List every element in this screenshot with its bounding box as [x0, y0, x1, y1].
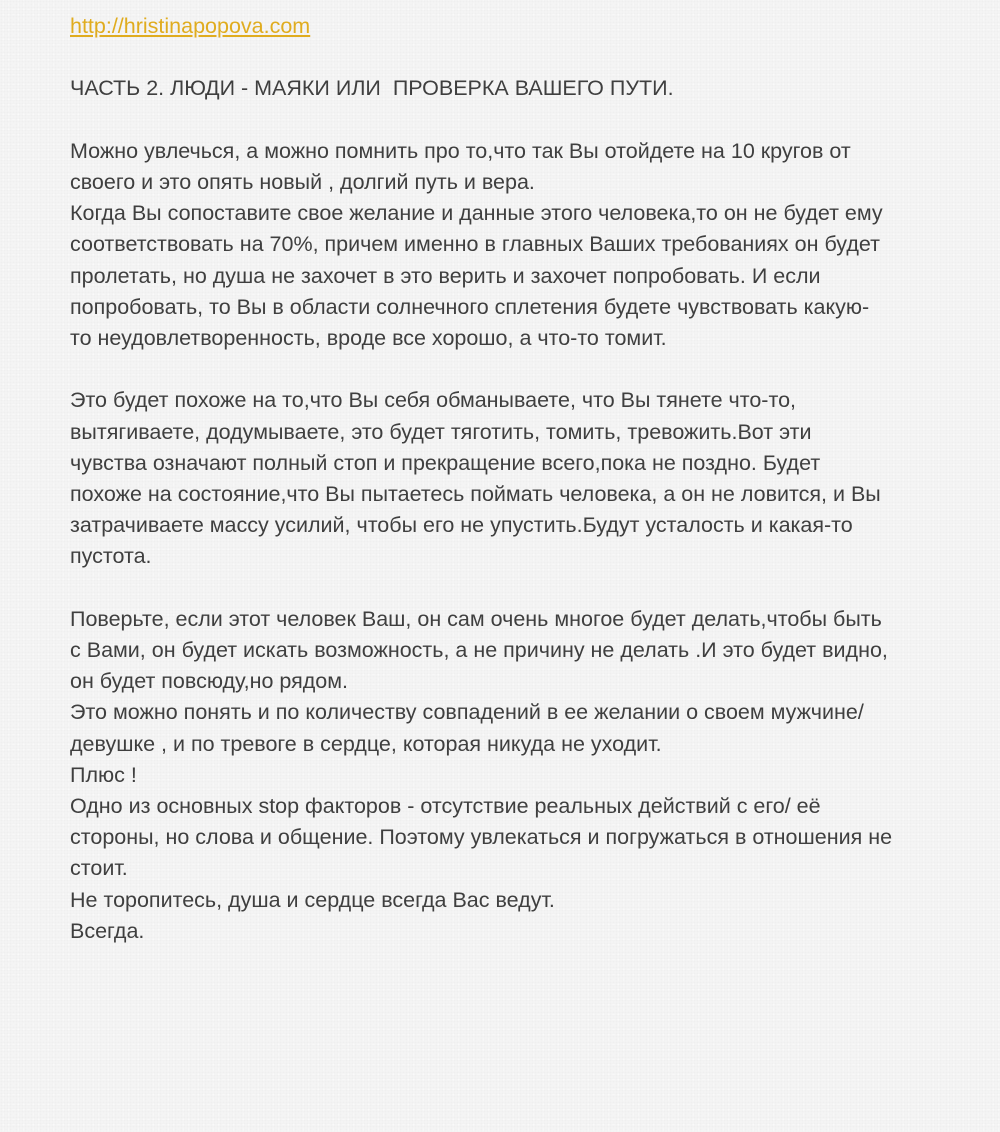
text-line: Плюс !: [70, 762, 137, 787]
text-line: Можно увлечься, а можно помнить про то,что так Вы отойдете на 10 кругов от: [70, 138, 851, 163]
text-line: с Вами, он будет искать возможность, а не причину не делать .И это будет видно,: [70, 638, 888, 662]
blank-line: [70, 105, 950, 136]
text-line: Когда Вы сопоставите свое желание и данные этого человека,то он не будет ему: [70, 201, 883, 226]
note-heading: ЧАСТЬ 2. ЛЮДИ - МАЯКИ ИЛИ ПРОВЕРКА ВАШЕГО ПУТИ.: [70, 76, 674, 101]
blank-line: [70, 354, 950, 385]
text-line: то неудовлетворенность, вроде все хорошо, а что-то томит.: [70, 326, 667, 350]
text-line: чувства означают полный стоп и прекращение всего,пока не поздно. Будет: [70, 450, 821, 475]
text-line: стоит.: [70, 856, 128, 881]
text-line: Это можно понять и по количеству совпадений в ее желании о своем мужчине/: [70, 700, 864, 725]
text-line: девушке , и по тревоге в сердце, которая никуда не уходит.: [70, 731, 662, 756]
text-line: соответствовать на 70%, причем именно в главных Ваших требованиях он будет: [70, 232, 880, 257]
text-line: затрачиваете массу усилий, чтобы его не упустить.Будут усталость и какая-то: [70, 513, 853, 538]
text-line: пустота.: [70, 544, 152, 569]
text-line: Не торопитесь, душа и сердце всегда Вас ведут.: [70, 887, 555, 912]
text-line: вытягиваете, додумываете, это будет тяготить, томить, тревожить.Вот эти: [70, 419, 812, 444]
text-line: своего и это опять новый , долгий путь и вера.: [70, 169, 535, 194]
text-line: Всегда.: [70, 918, 145, 943]
blank-line: [70, 573, 950, 604]
text-line: он будет повсюду,но рядом.: [70, 669, 349, 694]
text-line: пролетать, но душа не захочет в это верить и захочет попробовать. И если: [70, 263, 821, 288]
website-link[interactable]: http://hristinapopova.com: [70, 14, 311, 38]
note-body: [70, 11, 950, 947]
text-line: попробовать, то Вы в области солнечного сплетения будете чувствовать какую-: [70, 294, 870, 319]
blank-line: [70, 42, 950, 73]
text-line: стороны, но слова и общение. Поэтому увлекаться и погружаться в отношения не: [70, 825, 893, 850]
text-line: Одно из основных stop факторов - отсутствие реальных действий с его/ её: [70, 794, 821, 819]
text-line: похоже на состояние,что Вы пытаетесь поймать человека, а он не ловится, и Вы: [70, 482, 881, 506]
text-line: Это будет похоже на то,что Вы себя обманываете, что Вы тянете что-то,: [70, 388, 797, 413]
text-line: Поверьте, если этот человек Ваш, он сам очень многое будет делать,чтобы быть: [70, 606, 882, 631]
